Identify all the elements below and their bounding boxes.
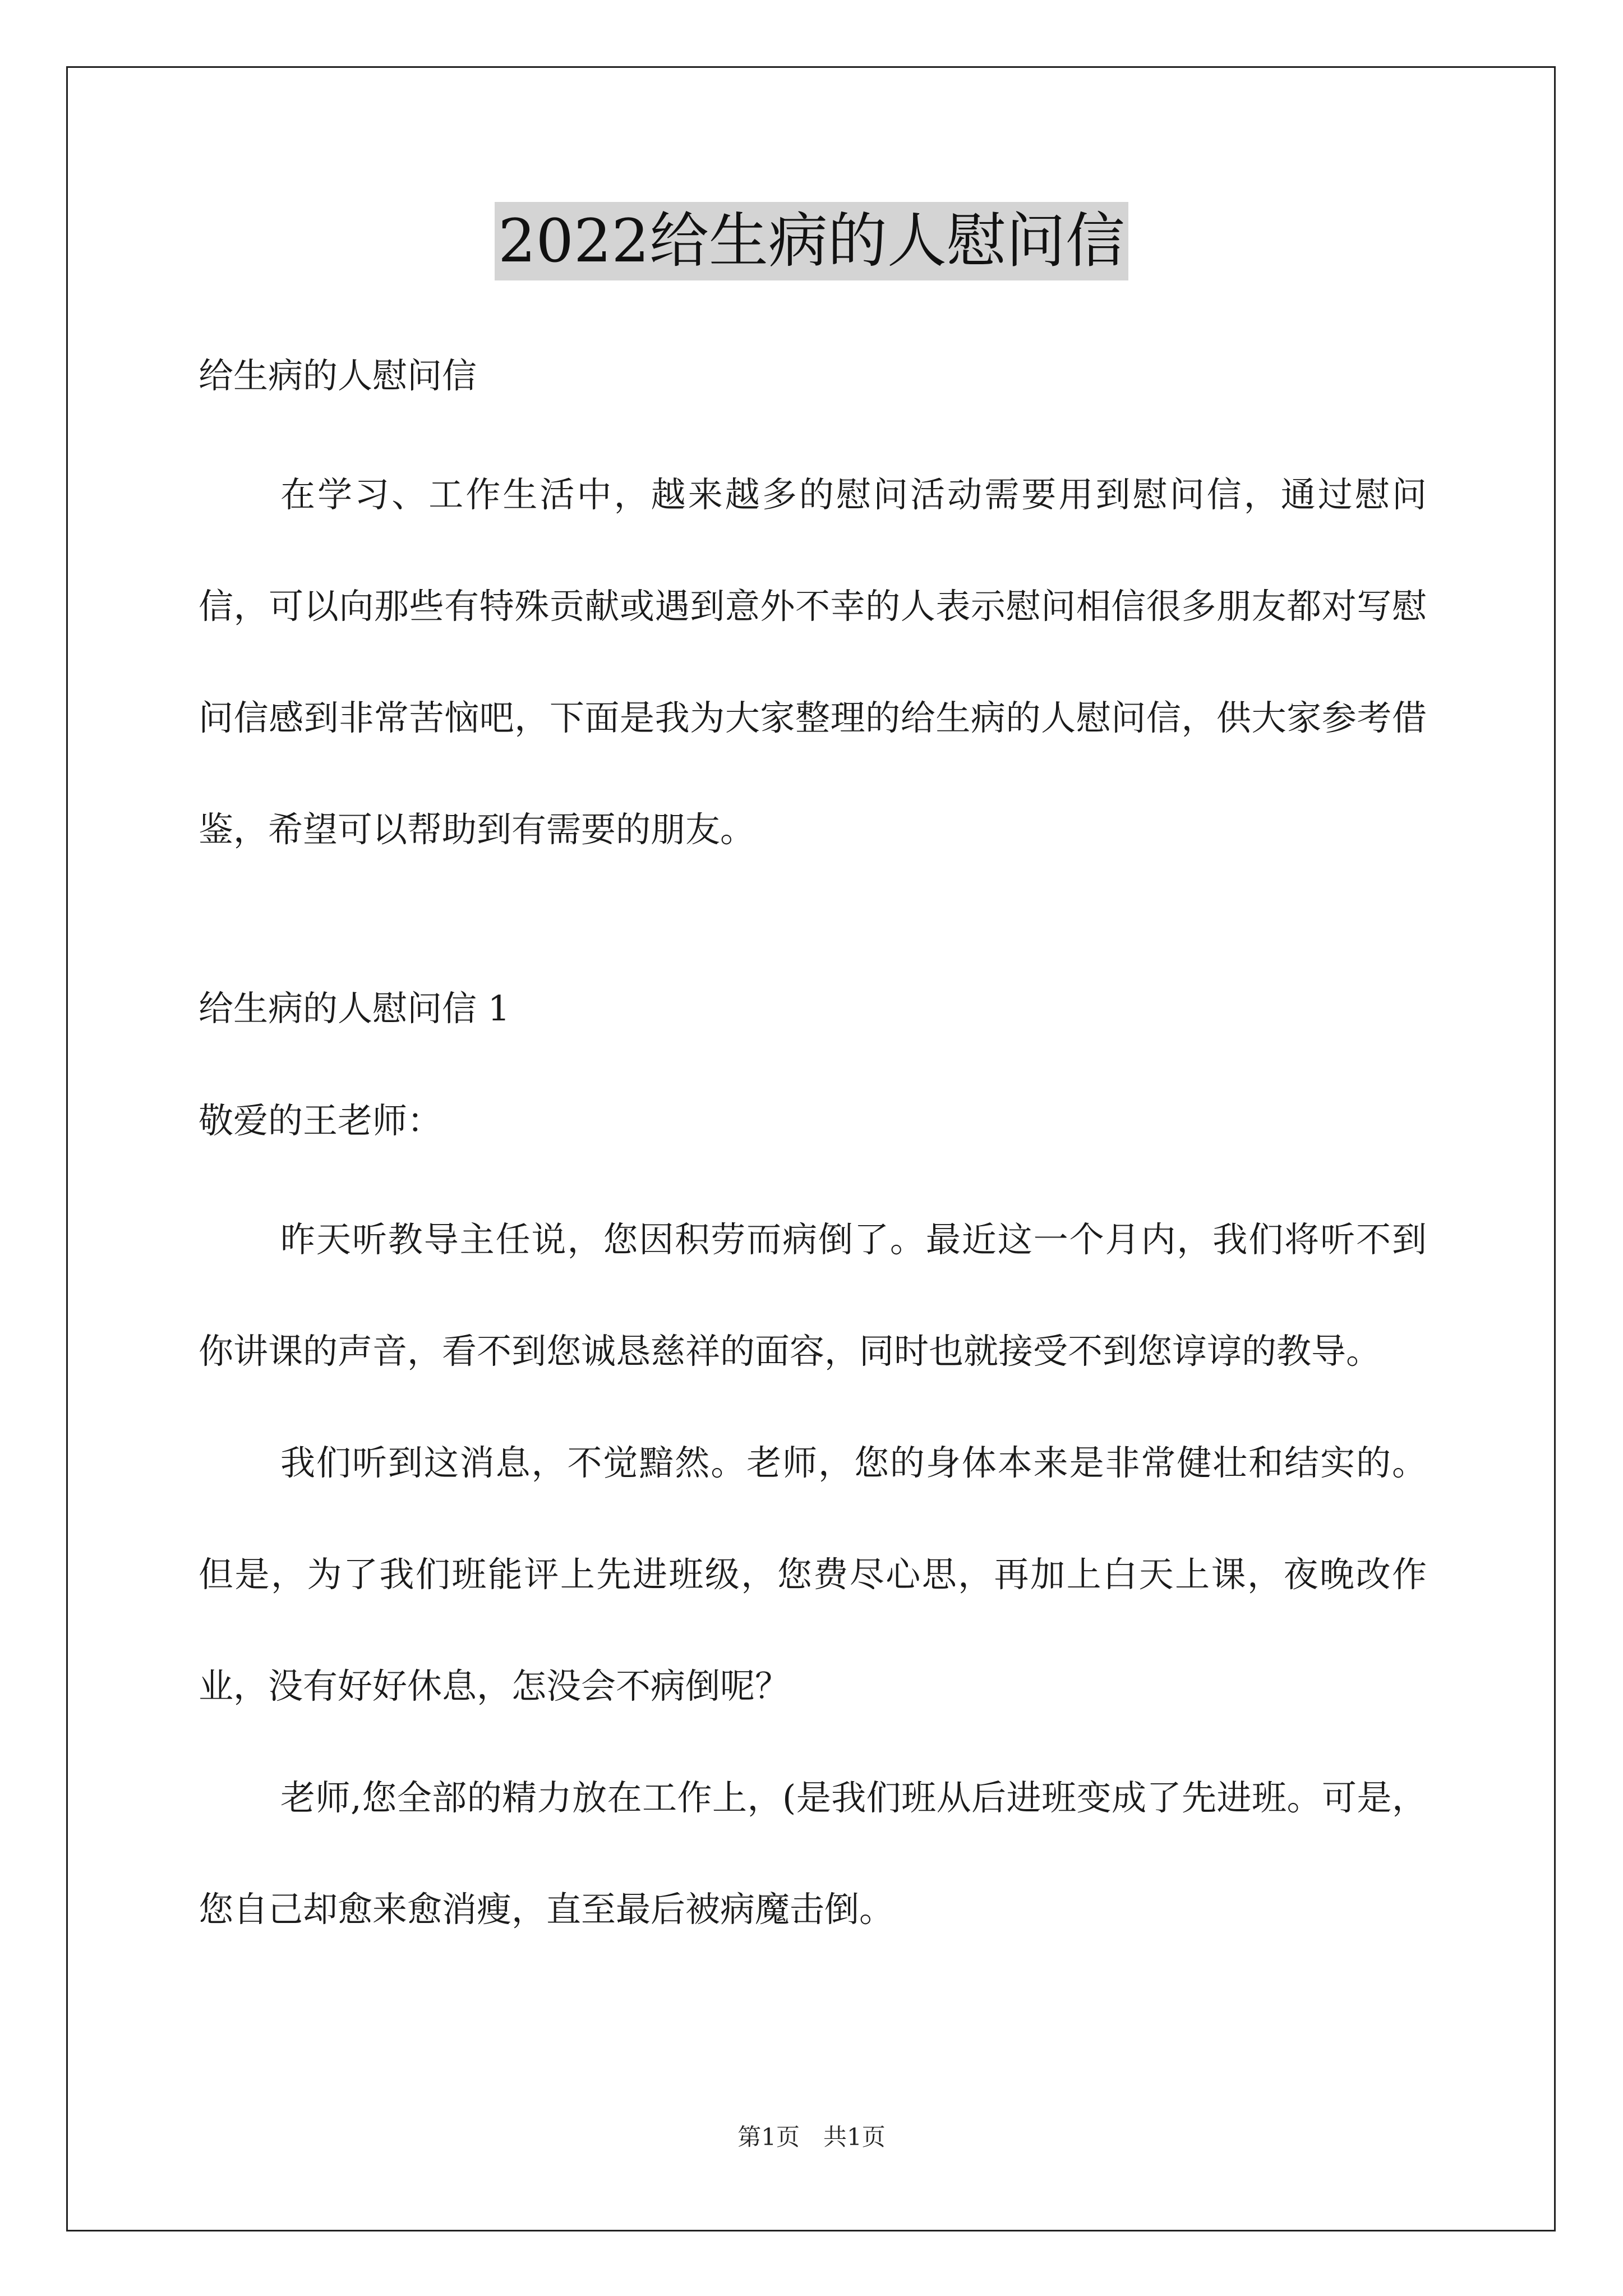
document-body [199,348,1427,1965]
section-heading: 给生病的人慰问信 [199,355,477,396]
letter-paragraph-3: 老师,您全部的精力放在工作上，(是我们班从后进班变成了先进班。可是，您自己却愈来愈消瘦，直至最后被病魔击倒。 [199,1777,1427,1930]
letter-paragraph-2: 我们听到这消息，不觉黯然。老师，您的身体本来是非常健壮和结实的。但是，为了我们班能评上先进班级，您费尽心思，再加上白天上课，夜晚改作业，没有好好休息，怎没会不病倒呢？ [199,1442,1427,1706]
document-title: 2022给生病的人慰问信 [495,202,1128,280]
title-wrap [0,202,1623,280]
page-footer: 第1页 共1页 [737,2123,886,2151]
letter-title: 给生病的人慰问信 1 [199,988,510,1029]
letter-paragraph-1: 昨天听教导主任说，您因积劳而病倒了。最近这一个月内，我们将听不到你讲课的声音，看不到您诚恳慈祥的面容，同时也就接受不到您谆谆的教导。 [199,1219,1427,1372]
salutation: 敬爱的王老师： [199,1100,442,1141]
intro-paragraph: 在学习、工作生活中，越来越多的慰问活动需要用到慰问信，通过慰问信，可以向那些有特殊贡献或遇到意外不幸的人表示慰问相信很多朋友都对写慰问信感到非常苦恼吧，下面是我为大家整理的给生病的人慰问信，供大家参考借鉴，希望可以帮助到有需要的朋友。 [199,474,1427,850]
